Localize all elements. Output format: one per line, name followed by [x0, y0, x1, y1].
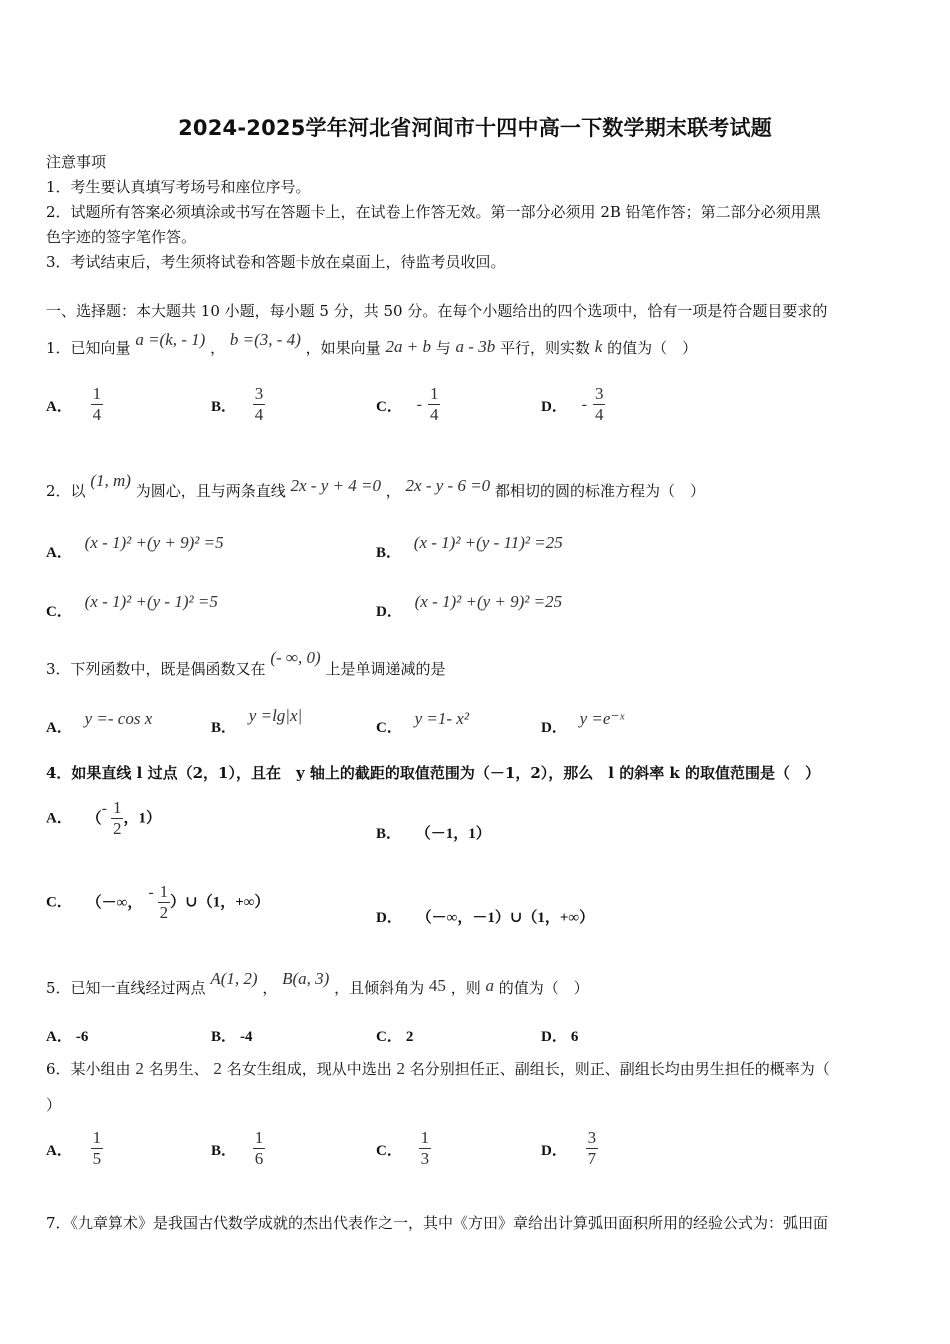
question-text: 的值为（ ）	[607, 339, 698, 357]
math-expr: 2x - y - 6 =0	[405, 476, 491, 495]
denominator: 7	[587, 1149, 597, 1168]
math-expr: k	[594, 337, 603, 356]
option-b[interactable]	[211, 1128, 265, 1169]
option-text: （	[86, 810, 102, 827]
fraction	[253, 1128, 266, 1169]
numerator: 1	[92, 384, 102, 403]
option-label: B．	[211, 720, 237, 736]
denominator: 4	[92, 405, 102, 424]
option-text: 6	[570, 1029, 579, 1045]
option-d[interactable]	[376, 906, 594, 927]
option-label: C．	[376, 720, 402, 736]
fraction	[419, 1128, 432, 1169]
numerator: 1	[92, 1128, 102, 1147]
denominator: 5	[92, 1149, 102, 1168]
question-text: 6．某小组由	[46, 1060, 131, 1078]
question-text: 与	[435, 339, 451, 357]
option-c[interactable]	[376, 1128, 431, 1169]
fraction	[428, 384, 441, 425]
option-label: B．	[376, 545, 402, 561]
question-text: 3．下列函数中，既是偶函数又在	[46, 660, 266, 678]
option-text: （－1，1）	[415, 826, 491, 842]
option-a[interactable]	[46, 384, 103, 425]
option-label: C．	[376, 398, 402, 415]
option-label: D．	[376, 910, 402, 926]
question-4: 4．如果直线 l 过点（2，1），且在 y 轴上的截距的取值范围为（－1，2），那么 l 的斜率 k 的取值范围是（ ）	[46, 764, 821, 782]
question-text: ，则	[450, 979, 481, 997]
option-label: A．	[46, 545, 72, 561]
option-c[interactable]	[376, 708, 469, 736]
math-expr: 2x - y + 4 =0	[290, 476, 381, 495]
question-text: ，	[210, 339, 226, 357]
option-label: A．	[46, 810, 72, 827]
denominator: 4	[594, 405, 604, 424]
option-text: -4	[240, 1029, 253, 1045]
option-label: A．	[46, 398, 72, 415]
option-d[interactable]	[376, 591, 563, 620]
option-label: D．	[541, 1029, 567, 1045]
math-expr: (x - 1)² +(y + 9)² =5	[84, 533, 224, 552]
fraction	[91, 1128, 104, 1169]
question-6	[46, 1058, 830, 1080]
option-text: （－∞，	[86, 894, 143, 911]
denominator: 4	[254, 405, 264, 424]
option-label: C．	[46, 894, 72, 911]
notice-heading: 注意事项	[46, 153, 107, 171]
option-label: C．	[376, 1142, 402, 1159]
numerator: 1	[429, 384, 439, 403]
fraction	[91, 384, 104, 425]
numerator: 1	[420, 1128, 430, 1147]
math-expr: y =lg|x|	[248, 706, 303, 725]
math-expr: (x - 1)² +(y - 11)² =25	[413, 533, 563, 552]
option-c[interactable]	[376, 384, 440, 425]
denominator: 6	[254, 1149, 264, 1168]
option-a[interactable]	[46, 798, 161, 839]
math-expr: y =- cos x	[84, 709, 153, 728]
question-text: 名分别担任正、副组长，则正、副组长均由男生担任的概率为（	[409, 1060, 830, 1078]
option-b[interactable]	[211, 1025, 253, 1046]
option-d[interactable]	[541, 1025, 578, 1046]
denominator: 4	[429, 405, 439, 424]
page-title: 2024-2025学年河北省河间市十四中高一下数学期末联考试题	[178, 116, 772, 140]
option-c[interactable]	[376, 1025, 413, 1046]
math-expr: 2	[396, 1059, 405, 1078]
denominator: 2	[112, 819, 122, 838]
question-text: ，且倾斜角为	[334, 979, 425, 997]
question-text: 5．已知一直线经过两点	[46, 979, 206, 997]
fraction	[158, 882, 171, 923]
question-text: 1．已知向量	[46, 339, 131, 357]
fraction	[593, 384, 606, 425]
option-c[interactable]	[46, 591, 218, 620]
question-text: ，如果向量	[305, 339, 381, 357]
option-b[interactable]	[376, 532, 563, 561]
option-b[interactable]	[211, 705, 303, 736]
option-text: 2	[405, 1029, 414, 1045]
option-b[interactable]	[211, 384, 265, 425]
denominator: 2	[159, 903, 169, 922]
option-text: ，1）	[123, 810, 161, 827]
option-label: D．	[541, 398, 567, 415]
option-label: C．	[376, 1029, 402, 1045]
math-expr: A(1, 2)	[210, 969, 258, 988]
numerator: 1	[112, 798, 122, 817]
math-expr: b =(3, - 4)	[229, 330, 301, 349]
fraction	[111, 798, 124, 839]
question-text: 上是单调递减的是	[325, 660, 446, 678]
option-label: A．	[46, 1142, 72, 1159]
question-text: 名男生、	[148, 1060, 209, 1078]
section-heading: 一、选择题：本大题共 10 小题，每小题 5 分，共 50 分。在每个小题给出的四个选项中，恰有一项是符合题目要求的	[46, 302, 828, 320]
numerator: 1	[159, 882, 169, 901]
option-label: C．	[46, 604, 72, 620]
option-label: A．	[46, 1029, 72, 1045]
math-expr: 2	[213, 1059, 222, 1078]
fraction	[253, 384, 266, 425]
option-a[interactable]	[46, 1025, 88, 1046]
math-expr: (x - 1)² +(y - 1)² =5	[84, 592, 218, 611]
option-text: （－∞，－1）∪（1，+∞）	[416, 910, 595, 926]
option-a[interactable]	[46, 532, 224, 561]
question-3	[46, 648, 446, 680]
question-text: ，	[262, 979, 278, 997]
option-text: -6	[75, 1029, 89, 1045]
math-expr: a	[485, 976, 494, 995]
question-1	[46, 330, 698, 359]
math-expr: (1, m)	[90, 471, 131, 490]
math-expr: 2a + b	[385, 337, 431, 356]
minus-sign: -	[148, 883, 154, 901]
option-label: D．	[376, 604, 402, 620]
question-text: 平行，则实数	[499, 339, 590, 357]
option-label: D．	[541, 720, 567, 736]
question-text: 为圆心，且与两条直线	[135, 482, 286, 500]
question-2	[46, 471, 705, 502]
option-label: B．	[211, 398, 237, 415]
math-expr: a - 3b	[455, 337, 496, 356]
math-expr: B(a, 3)	[282, 969, 330, 988]
option-label: B．	[211, 1029, 237, 1045]
question-text: 名女生组成，现从中选出	[226, 1060, 392, 1078]
option-label: B．	[211, 1142, 237, 1159]
notice-item: 色字迹的签字笔作答。	[46, 228, 197, 246]
option-d[interactable]	[541, 1128, 598, 1169]
math-expr: y =1- x²	[414, 709, 469, 728]
option-label: D．	[541, 1142, 567, 1159]
option-label: B．	[376, 826, 402, 842]
option-text: ）∪（1，+∞）	[170, 894, 270, 911]
question-text: 2．以	[46, 482, 86, 500]
minus-sign: -	[101, 799, 107, 817]
fraction	[586, 1128, 599, 1169]
option-d[interactable]	[541, 708, 625, 736]
notice-item: 2．试题所有答案必须填涂或书写在答题卡上，在试卷上作答无效。第一部分必须用 2B 铅笔作答；第二部分必须用黑	[46, 203, 821, 221]
notice-item: 3．考试结束后，考生须将试卷和答题卡放在桌面上，待监考员收回。	[46, 253, 506, 271]
question-text: 的值为（ ）	[498, 979, 589, 997]
option-a[interactable]	[46, 708, 153, 736]
option-b[interactable]	[376, 822, 491, 843]
denominator: 3	[420, 1149, 430, 1168]
notice-item: 1．考生要认真填写考场号和座位序号。	[46, 178, 311, 196]
option-c[interactable]	[46, 882, 269, 923]
numerator: 1	[254, 1128, 264, 1147]
question-7: 7．《九章算术》是我国古代数学成就的杰出代表作之一，其中《方田》章给出计算弧田面积所用的经验公式为：弧田面	[46, 1214, 829, 1232]
minus-sign: -	[416, 395, 422, 413]
numerator: 3	[594, 384, 604, 403]
math-expr: y =e⁻ˣ	[579, 709, 625, 728]
question-text: ，	[385, 482, 401, 500]
math-expr: (- ∞, 0)	[270, 648, 321, 667]
question-6-cont: ）	[46, 1096, 62, 1114]
math-expr: (x - 1)² +(y + 9)² =25	[414, 592, 563, 611]
question-5	[46, 969, 589, 999]
option-a[interactable]	[46, 1128, 103, 1169]
math-expr: 45	[428, 976, 446, 995]
numerator: 3	[587, 1128, 597, 1147]
math-expr: 2	[135, 1059, 144, 1078]
option-d[interactable]	[541, 384, 605, 425]
option-label: A．	[46, 720, 72, 736]
minus-sign: -	[581, 395, 587, 413]
question-text: 都相切的圆的标准方程为（ ）	[494, 482, 705, 500]
numerator: 3	[254, 384, 264, 403]
math-expr: a =(k, - 1)	[135, 330, 206, 349]
